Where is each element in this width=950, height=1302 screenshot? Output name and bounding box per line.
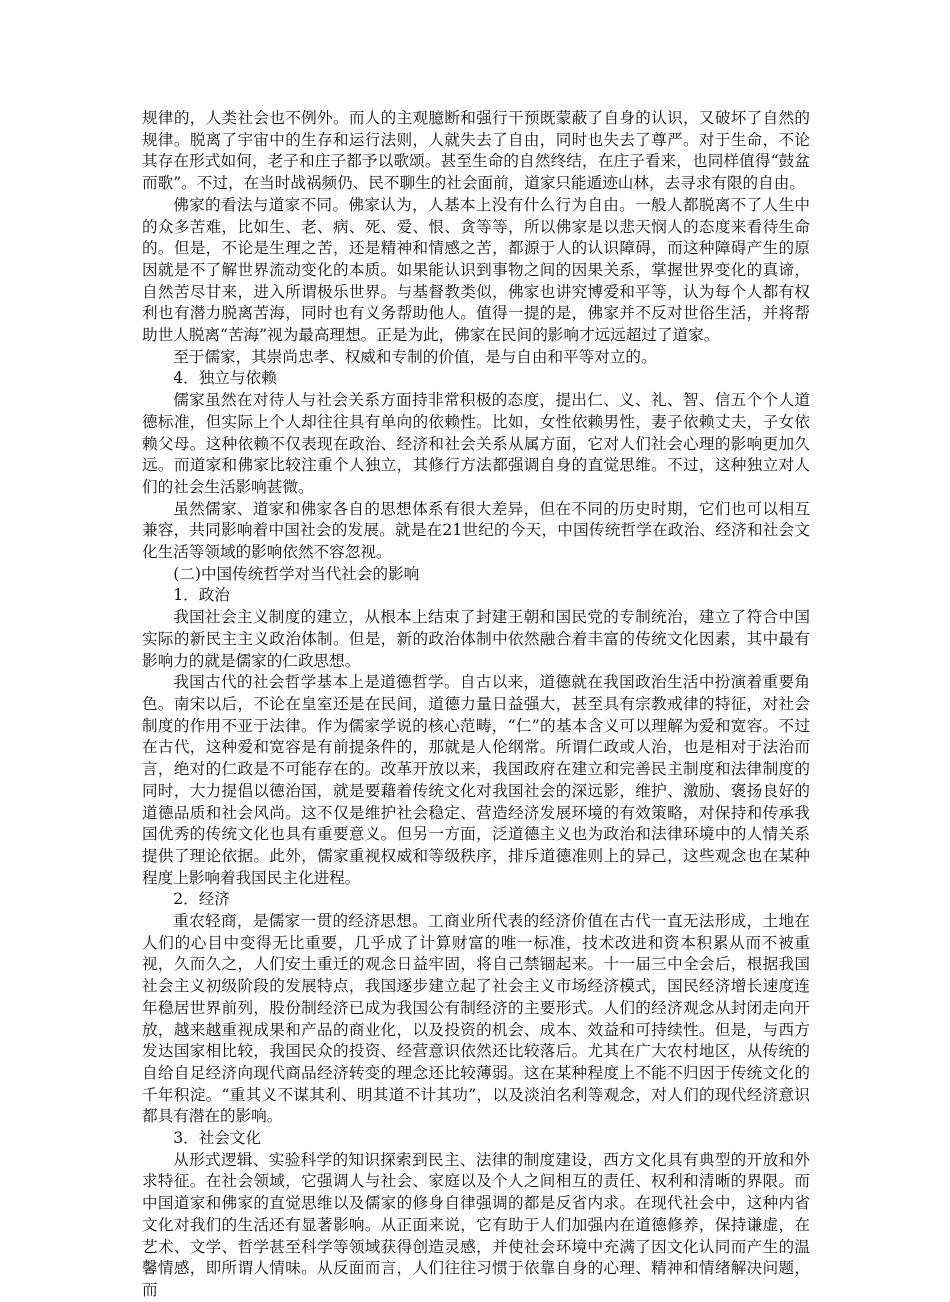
section-heading-independence: 4．独立与依赖 bbox=[173, 369, 277, 388]
paragraph-daojia-freedom: 规律的，人类社会也不例外。而人的主观臆断和强行干预既蒙蔽了自身的认识，又破坏了自然的规律。脱离了宇宙中的生存和运行法则，人就失去了自由，同时也失去了尊严。对于生命，不论其存在形式如何，老子和庄子都予以歌颂。甚至生命的自然终结，在庄子看来，也同样值得“鼓盆而歌”。不过，在当时战祸频仍、民不聊生的社会面前，道家只能遁迹山林，去寻求有限的自由。 bbox=[142, 109, 810, 193]
paragraph-rujia-values: 至于儒家，其崇尚忠孝、权威和专制的价值，是与自由和平等对立的。 bbox=[173, 347, 657, 366]
paragraph-social-culture: 从形式逻辑、实验科学的知识探索到民主、法律的制度建设，西方文化具有典型的开放和外求特征。在社会领域，它强调人与社会、家庭以及个人之间相互的责任、权利和清晰的界限。而中国道家和佛家的直觉思维以及儒家的修身自律强调的都是反省内求。在现代社会中，这种内省文化对我们的生活还有显著影响。从正面来说，它有助于人们加强内在道德修养，保持谦虚，在艺术、文学、哲学甚至科学等领域获得创造灵感，并使社会环境中充满了因文化认同而产生的温馨情感，即所谓人情味。从反面而言，人们往往习惯于依靠自身的心理、精神和情绪解决问题，而 bbox=[142, 1150, 810, 1299]
paragraph-moral-philosophy: 我国古代的社会哲学基本上是道德哲学。自古以来，道德就在我国政治生活中扮演着重要角色。南宋以后，不论在皇室还是在民间，道德力量日益强大，甚至具有宗教戒律的特征，对社会制度的作用不亚于法律。作为儒家学说的核心范畴，“仁”的基本含义可以理解为爱和宽容。不过在古代，这种爱和宽容是有前提条件的，那就是人伦纲常。所谓仁政或人治，也是相对于法治而言，绝对的仁政是不可能存在的。改革开放以来，我国政府在建立和完善民主制度和法律制度的同时，大力提倡以德治国，就是要藉着传统文化对我国社会的深远影，维护、激励、褒扬良好的道德品质和社会风尚。这不仅是维护社会稳定、营造经济发展环境的有效策略，对保持和传承我国优秀的传统文化也具有重要意义。但另一方面，泛道德主义也为政治和法律环境中的人情关系提供了理论依据。此外，儒家重视权威和等级秩序，排斥道德准则上的异己，这些观念也在某种程度上影响着我国民主化进程。 bbox=[142, 673, 810, 887]
paragraph-fojia-view: 佛家的看法与道家不同。佛家认为，人基本上没有什么行为自由。一般人都脱离不了人生中的众多苦难，比如生、老、病、死、爱、恨、贪等等，所以佛家是以悲天悯人的态度来看待生命的。但是，不论是生理之苦，还是精神和情感之苦，都源于人的认识障碍，而这种障碍产生的原因就是不了解世界流动变化的本质。如果能认识到事物之间的因果关系，掌握世界变化的真谛，自然苦尽甘来，进入所谓极乐世界。与基督教类似，佛家也讲究博爱和平等，认为每个人都有权利也有潜力脱离苦海，同时也有义务帮助他人。值得一提的是，佛家并不反对世俗生活，并将帮助世人脱离“苦海”视为最高理想。正是为此，佛家在民间的影响才远远超过了道家。 bbox=[142, 195, 810, 345]
subsection-heading-politics: 1．政治 bbox=[173, 586, 230, 605]
paragraph-economy: 重农轻商，是儒家一贯的经济思想。工商业所代表的经济价值在古代一直无法形成，土地在人们的心目中变得无比重要，几乎成了计算财富的唯一标准，技术改进和资本积累从而不被重视，久而久之，人们安土重迁的观念日益牢固，将自己禁锢起来。十一届三中全会后，根据我国社会主义初级阶段的发展特点，我国逐步建立起了社会主义市场经济模式，国民经济增长速度连年稳居世界前列，股份制经济已成为我国公有制经济的主要形式。人们的经济观念从封闭走向开放，越来越重视成果和产品的商业化，以及投资的机会、成本、效益和可持续性。但是，与西方发达国家相比较，我国民众的投资、经营意识依然还比较落后。尤其在广大农村地区，从传统的自给自足经济向现代商品经济转变的理念还比较薄弱。这在某种程度上不能不归因于传统文化的千年积淀。“重其义不谋其利、明其道不计其功”，以及淡泊名利等观念，对人们的现代经济意识都具有潜在的影响。 bbox=[142, 912, 810, 1126]
paragraph-three-schools: 虽然儒家、道家和佛家各自的思想体系有很大差异，但在不同的历史时期，它们也可以相互兼容，共同影响着中国社会的发展。就是在21世纪的今天，中国传统哲学在政治、经济和社会文化生活等领域的影响依然不容忽视。 bbox=[142, 499, 810, 562]
subsection-heading-social-culture: 3．社会文化 bbox=[173, 1129, 262, 1148]
section-heading-contemporary-influence: (二)中国传统哲学对当代社会的影响 bbox=[173, 564, 420, 583]
paragraph-politics-system: 我国社会主义制度的建立，从根本上结束了封建王朝和国民党的专制统治，建立了符合中国实际的新民主主义政治体制。但是，新的政治体制中依然融合着丰富的传统文化因素，其中最有影响力的就是儒家的仁政思想。 bbox=[142, 608, 810, 670]
document-page bbox=[142, 108, 810, 1302]
paragraph-rujia-dependence: 儒家虽然在对待人与社会关系方面持非常积极的态度，提出仁、义、礼、智、信五个个人道德标准，但实际上个人却往往具有单向的依赖性。比如，女性依赖男性，妻子依赖丈夫，子女依赖父母。这种依赖不仅表现在政治、经济和社会关系从属方面，它对人们社会心理的影响更加久远。而道家和佛家比较注重个人独立，其修行方法都强调自身的直觉思维。不过，这种独立对人们的社会生活影响甚微。 bbox=[142, 391, 810, 496]
subsection-heading-economy: 2．经济 bbox=[173, 890, 230, 909]
